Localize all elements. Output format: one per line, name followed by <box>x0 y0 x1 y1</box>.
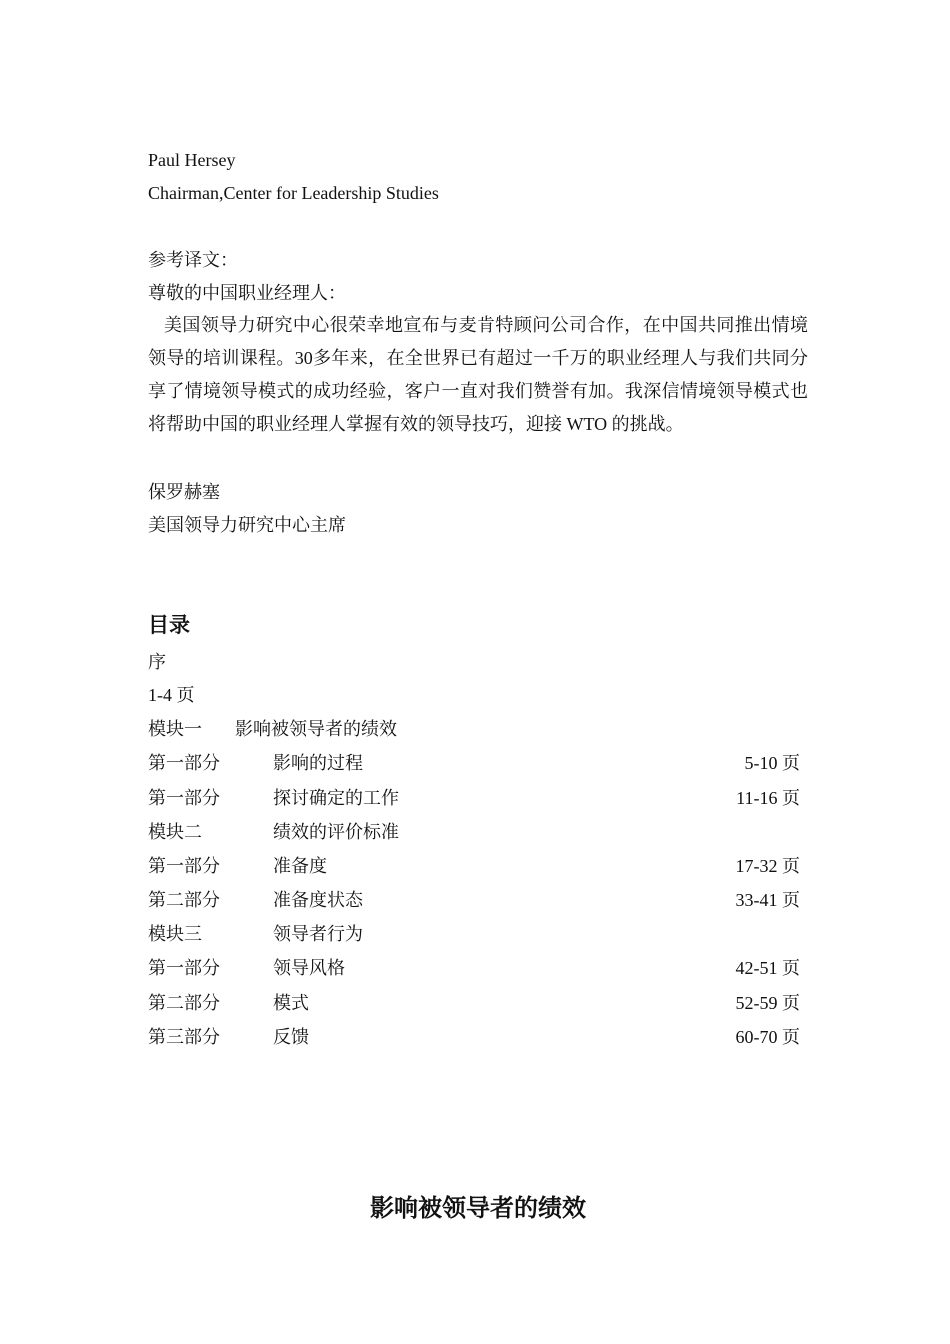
toc-row-title: 准备度 <box>273 856 327 876</box>
toc-row <box>148 887 800 913</box>
toc-row-title: 影响的过程 <box>273 753 363 773</box>
toc-preface-pages: 1-4 页 <box>148 685 195 705</box>
signer-name: Paul Hersey <box>148 150 236 170</box>
toc-row <box>148 785 800 811</box>
toc-row <box>148 853 800 879</box>
toc-row-title: 模式 <box>273 993 309 1013</box>
toc-row-title: 绩效的评价标准 <box>273 822 399 842</box>
toc-row-pages: 11-16 页 <box>736 788 800 808</box>
toc-row-section: 第一部分 <box>148 753 220 773</box>
toc-row-pages: 17-32 页 <box>735 856 800 876</box>
toc-row-section: 模块一 <box>148 719 202 739</box>
toc-row-title: 影响被领导者的绩效 <box>235 719 397 739</box>
toc-row-section: 第一部分 <box>148 856 220 876</box>
toc-row-pages: 60-70 页 <box>735 1027 800 1047</box>
toc-row <box>148 716 800 742</box>
toc-row-pages: 5-10 页 <box>744 753 800 773</box>
translation-label: 参考译文： <box>148 250 238 270</box>
toc-row-pages: 33-41 页 <box>735 890 800 910</box>
document-page <box>148 0 808 1344</box>
letter-body: 美国领导力研究中心很荣幸地宣布与麦肯特顾问公司合作，在中国共同推出情境领导的培训课程。30多年来，在全世界已有超过一千万的职业经理人与我们共同分享了情境领导模式的成功经验，客户一直对我们赞誉有加。我深信情境领导模式也将帮助中国的职业经理人掌握有效的领导技巧，迎接 WTO 的挑战。 <box>148 315 808 434</box>
toc-row <box>148 819 800 845</box>
toc-row <box>148 990 800 1016</box>
toc-row-title: 领导者行为 <box>273 924 363 944</box>
toc-row <box>148 1024 800 1050</box>
toc-row <box>148 750 800 776</box>
toc-row-section: 第一部分 <box>148 958 220 978</box>
toc-row-section: 第三部分 <box>148 1027 220 1047</box>
toc-row-title: 领导风格 <box>273 958 345 978</box>
toc-title: 目录 <box>148 613 190 637</box>
toc-row-section: 第二部分 <box>148 993 220 1013</box>
toc-row-section: 模块三 <box>148 924 202 944</box>
toc-row <box>148 955 800 981</box>
toc-row-section: 第一部分 <box>148 788 220 808</box>
toc-row-section: 第二部分 <box>148 890 220 910</box>
toc-row-title: 准备度状态 <box>273 890 363 910</box>
toc-row-pages: 52-59 页 <box>735 993 800 1013</box>
signer-title: Chairman,Center for Leadership Studies <box>148 183 439 203</box>
letter-greeting: 尊敬的中国职业经理人： <box>148 283 346 303</box>
toc-row-section: 模块二 <box>148 822 202 842</box>
toc-row-title: 探讨确定的工作 <box>273 788 399 808</box>
section-title: 影响被领导者的绩效 <box>370 1196 586 1222</box>
toc-row <box>148 921 800 947</box>
toc-row-title: 反馈 <box>273 1027 309 1047</box>
signer-name-cn: 保罗赫塞 <box>148 482 220 502</box>
toc-preface: 序 <box>148 652 166 672</box>
toc-row-pages: 42-51 页 <box>735 958 800 978</box>
signer-title-cn: 美国领导力研究中心主席 <box>148 515 346 535</box>
